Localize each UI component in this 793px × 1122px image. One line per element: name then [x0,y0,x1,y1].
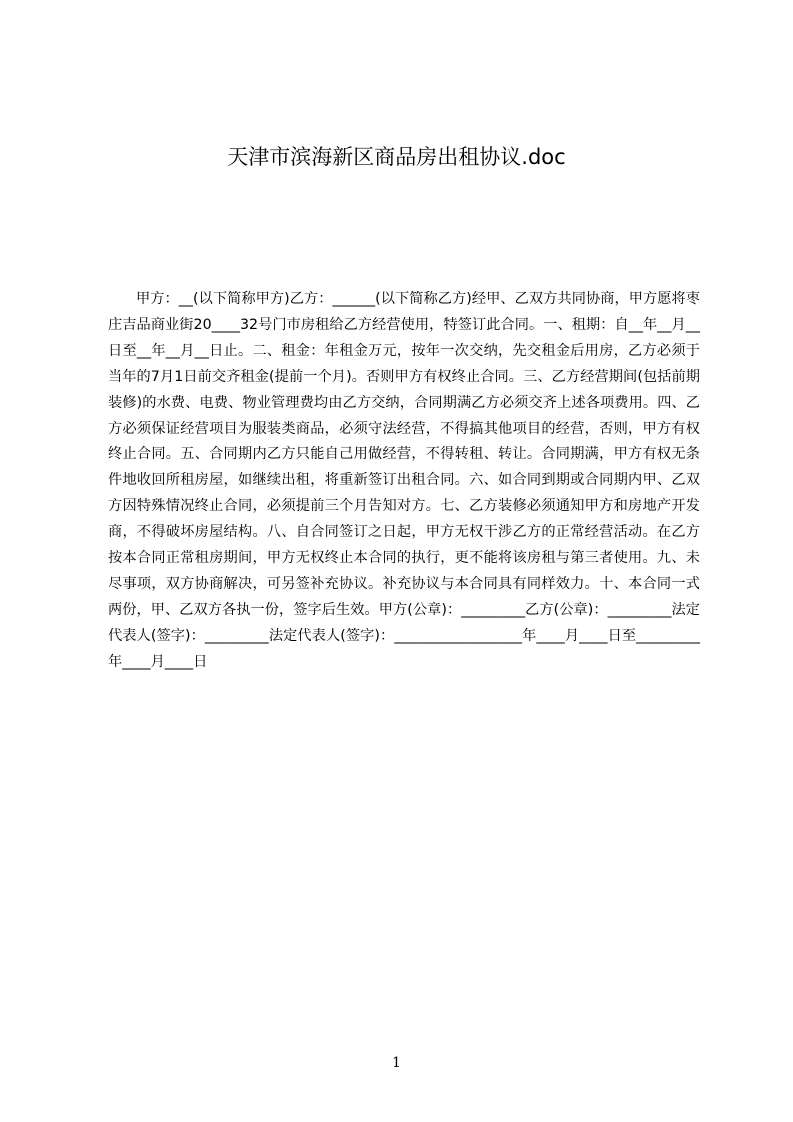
page-number: 1 [392,1055,401,1071]
document-title: 天津市滨海新区商品房出租协议.doc [227,145,566,169]
document-body: 甲方：__(以下简称甲方)乙方：______(以下简称乙方)经甲、乙双方共同协商，甲方愿将枣庄吉品商业街20____32号门市房租给乙方经营使用，特签订此合同。一、租期：自__年__月__日至__年__月__日止。二、租金：年租金万元，按年一次交纳，先交租金后用房，乙方必须于当年的7月1日前交齐租金(提前一个月)。否则甲方有权终止合同。三、乙方经营期间(包括前期装修)的水费、电费、物业管理费均由乙方交纳，合同期满乙方必须交齐上述各项费用。四、乙方必须保证经营项目为服装类商品，必须守法经营，不得搞其他项目的经营，否则，甲方有权终止合同。五、合同期内乙方只能自己用做经营，不得转租、转让。合同期满，甲方有权无条件地收回所租房屋，如继续出租，将重新签订出租合同。六、如合同到期或合同期内甲、乙双方因特殊情况终止合同，必须提前三个月告知对方。七、乙方装修必须通知甲方和房地产开发商，不得破坏房屋结构。八、自合同签订之日起，甲方无权干涉乙方的正常经营活动。在乙方按本合同正常租房期间，甲方无权终止本合同的执行，更不能将该房租与第三者使用。九、未尽事项，双方协商解决，可另签补充协议。补充协议与本合同具有同样效力。十、本合同一式两份，甲、乙双方各执一份，签字后生效。甲方(公章)：_________乙方(公章)：_________法定代表人(签字)：_________法定代表人(签字)：__________________年____月____日至_________年____月____日 [108,291,700,670]
